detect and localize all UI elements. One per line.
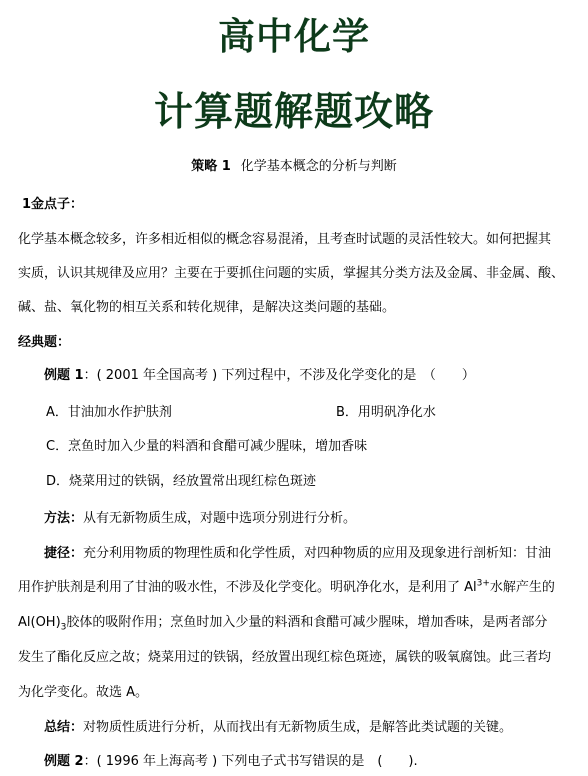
page-title-line2: 计算题解题攻略 xyxy=(153,90,434,135)
shortcut-line-4: 发生了酯化反应之故；烧菜用过的铁锅，经放置出现红棕色斑迹，属铁的吸氧腐蚀。此三者均 xyxy=(18,650,552,665)
option-b: B．用明矾净化水 xyxy=(336,405,436,420)
gold-text-line-1: 化学基本概念较多，许多相近相似的概念容易混淆，且考查时试题的灵活性较大。如何把握其 xyxy=(18,232,552,247)
example2 xyxy=(44,753,588,771)
shortcut-label: 捷径： xyxy=(44,546,84,561)
classic-label: 经典题： xyxy=(18,335,71,350)
shortcut-text-3b: 胶体的吸附作用；烹鱼时加入少量的料酒和食醋可减少腥味，增加香味，是两者部分 xyxy=(66,615,548,630)
example1-label: 例题 1 xyxy=(44,368,84,383)
shortcut-text-2b: 水解产生的 xyxy=(489,580,555,595)
example1 xyxy=(44,367,588,385)
gold-text-line-3: 碱、盐、氧化物的相互关系和转化规律，是解决这类问题的基础。 xyxy=(18,300,396,315)
gold-text-line-2: 实质，认识其规律及应用？主要在于要抓住问题的实质，掌握其分类方法及金属、非金属、酸、 xyxy=(18,266,565,281)
option-row-ab xyxy=(46,404,588,422)
strategy-text: 化学基本概念的分析与判断 xyxy=(240,159,397,174)
summary xyxy=(44,719,588,737)
example1-text: ：( 2001 年全国高考 ) 下列过程中，不涉及化学变化的是 （ ） xyxy=(83,368,475,383)
option-a: A．甘油加水作护肤剂 xyxy=(46,405,172,420)
shortcut-line-1 xyxy=(44,545,588,563)
summary-label: 总结： xyxy=(44,720,84,735)
method-label: 方法： xyxy=(44,511,84,526)
method-text: 从有无新物质生成，对题中选项分别进行分析。 xyxy=(83,511,357,526)
shortcut-text-3: Al(OH) xyxy=(18,615,61,630)
al-ion-charge: 3+ xyxy=(476,578,490,589)
strategy-label: 策略 1 xyxy=(191,159,231,174)
shortcut-line-2 xyxy=(18,579,578,597)
summary-text: 对物质性质进行分析，从而找出有无新物质生成，是解答此类试题的关键。 xyxy=(83,720,513,735)
gold-label: 1金点子： xyxy=(22,197,84,212)
shortcut-line-5: 为化学变化。故选 A。 xyxy=(18,685,149,700)
method xyxy=(44,510,588,528)
page-title-line1: 高中化学 xyxy=(218,15,370,58)
shortcut-text-2: 用作护肤剂是利用了甘油的吸水性，不涉及化学变化。明矾净化水，是利用了 Al xyxy=(18,580,477,595)
option-c: C．烹鱼时加入少量的料酒和食醋可减少腥味，增加香味 xyxy=(46,439,368,454)
option-d: D．烧菜用过的铁锅，经放置常出现红棕色斑迹 xyxy=(46,474,317,489)
example2-text: ：( 1996 年上海高考 ) 下列电子式书写错误的是 ( ). xyxy=(83,754,418,769)
shortcut-text-1: 充分利用物质的物理性质和化学性质，对四种物质的应用及现象进行剖析知：甘油 xyxy=(83,546,552,561)
hydroxide-subscript: 3 xyxy=(60,622,67,633)
example2-label: 例题 2 xyxy=(44,754,84,769)
shortcut-line-3 xyxy=(18,614,578,632)
strategy-heading xyxy=(0,158,588,176)
